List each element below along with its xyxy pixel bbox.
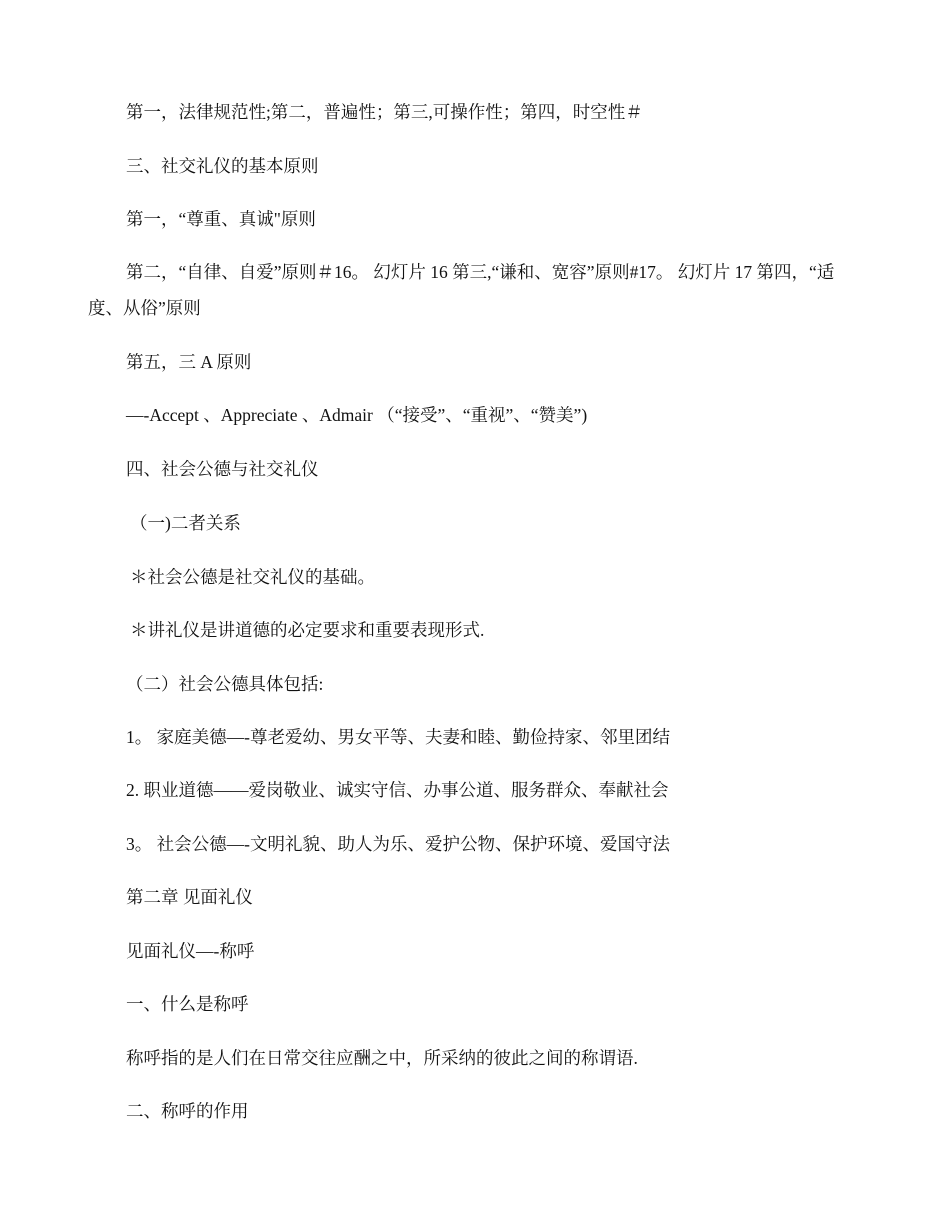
heading-address-function: 二、称呼的作用 xyxy=(126,1101,249,1121)
list-item-family-virtue: 1。 家庭美德—-尊老爱幼、男女平等、夫妻和睦、勤俭持家、邻里团结 xyxy=(126,727,670,747)
heading-chapter-two: 第二章 见面礼仪 xyxy=(126,887,253,907)
paragraph-characteristics: 第一，法律规范性;第二，普遍性；第三,可操作性；第四，时空性＃ xyxy=(126,102,643,122)
subheading-ethics-includes: （二）社会公德具体包括: xyxy=(126,674,324,694)
paragraph-address-definition: 称呼指的是人们在日常交往应酬之中，所采纳的彼此之间的称谓语. xyxy=(126,1048,638,1068)
heading-basic-principles: 三、社交礼仪的基本原则 xyxy=(126,156,319,176)
bullet-ethics-foundation: ＊社会公德是社交礼仪的基础。 xyxy=(130,567,375,587)
paragraph-principle-three-a: 第五，三 A 原则 xyxy=(126,352,252,372)
paragraph-principle-respect: 第一，“尊重、真诚"原则 xyxy=(126,209,316,229)
heading-what-is-address: 一、什么是称呼 xyxy=(126,994,249,1014)
heading-social-ethics: 四、社会公德与社交礼仪 xyxy=(126,459,319,479)
list-item-social-ethics: 3。 社会公德—-文明礼貌、助人为乐、爱护公物、保护环境、爱国守法 xyxy=(126,834,670,854)
subheading-relationship: （一)二者关系 xyxy=(130,513,241,533)
heading-greeting-forms-of-address: 见面礼仪—-称呼 xyxy=(126,941,255,961)
paragraph-principle-self-discipline: 第二，“自律、自爱”原则＃16。 幻灯片 16 第三,“谦和、宽容”原则#17。 幻灯片 17 第四，“适度、从俗”原则 xyxy=(88,262,835,318)
paragraph-accept-appreciate-admair: —-Accept 、Appreciate 、Admair （“接受”、“重视”、“赞美”) xyxy=(126,405,588,425)
bullet-etiquette-requirement: ＊讲礼仪是讲道德的必定要求和重要表现形式. xyxy=(130,620,485,640)
list-item-professional-ethics: 2. 职业道德——爱岗敬业、诚实守信、办事公道、服务群众、奉献社会 xyxy=(126,780,669,800)
